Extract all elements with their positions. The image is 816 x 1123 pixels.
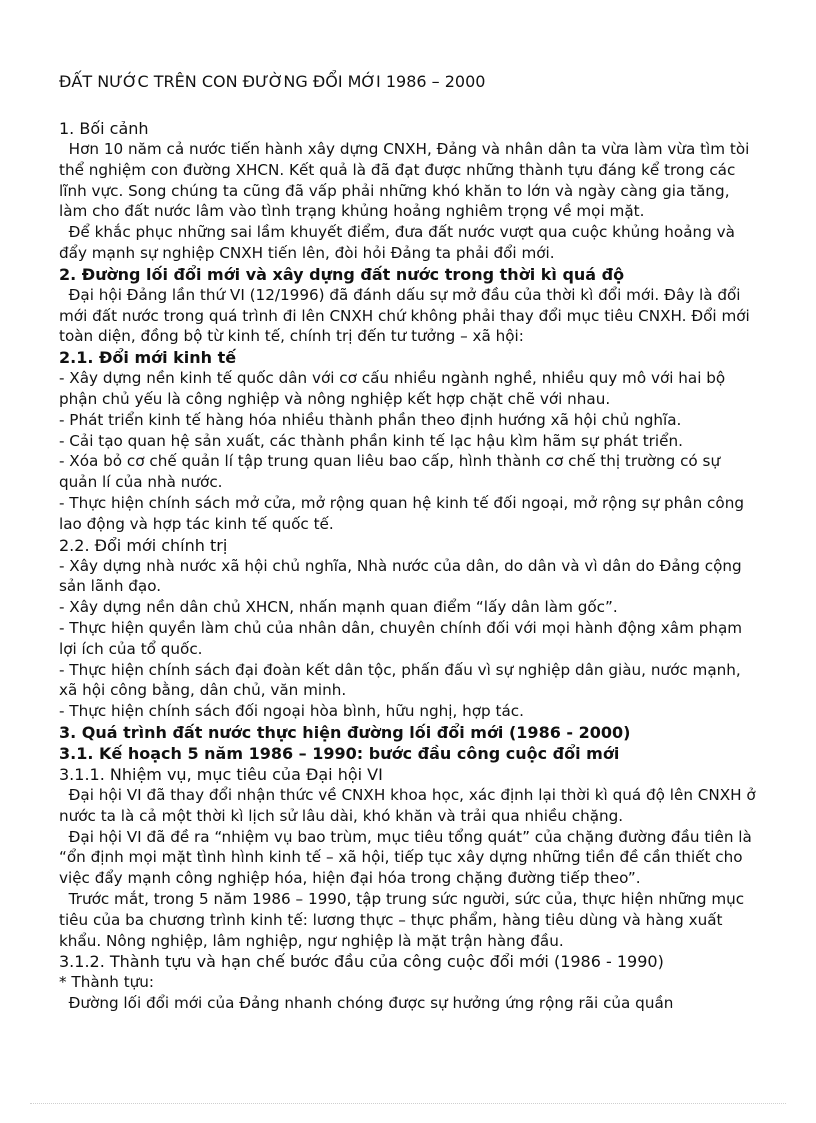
paragraph: Đại hội VI đã thay đổi nhận thức về CNXH khoa học, xác định lại thời kì quá độ lên CNXH ở nước ta là cả một thời kì lịch sử lâu dài, khó khăn và trải qua nhiều chặng. <box>59 785 761 825</box>
section-heading: 3. Quá trình đất nước thực hiện đường lối đổi mới (1986 - 2000) <box>59 722 631 742</box>
paragraph: Đại hội VI đã đề ra “nhiệm vụ bao trùm, mục tiêu tổng quát” của chặng đường đầu tiên là “ổn định mọi mặt tình hình kinh tế – xã hội, tiếp tục xây dựng những tiền đề cần thiết cho việc đẩy mạnh công nghiệp hóa, hiện đại hóa trong chặng đường tiếp theo”. <box>59 827 757 888</box>
paragraph: Để khắc phục những sai lầm khuyết điểm, đưa đất nước vượt qua cuộc khủng hoảng và đẩy mạnh sự nghiệp CNXH tiến lên, đòi hỏi Đảng ta phải đổi mới. <box>59 223 740 262</box>
paragraph: - Phát triển kinh tế hàng hóa nhiều thành phần theo định hướng xã hội chủ nghĩa. <box>59 410 682 429</box>
paragraph: - Xây dựng nền dân chủ XHCN, nhấn mạnh quan điểm “lấy dân làm gốc”. <box>59 598 618 617</box>
paragraph: - Thực hiện chính sách mở cửa, mở rộng quan hệ kinh tế đối ngoại, mở rộng sự phân công lao động và hợp tác kinh tế quốc tế. <box>59 493 749 533</box>
document-blocks <box>59 118 759 1014</box>
section-heading: 2.2. Đổi mới chính trị <box>59 535 228 555</box>
paragraph: Đường lối đổi mới của Đảng nhanh chóng được sự hưởng ứng rộng rãi của quần <box>59 994 674 1013</box>
paragraph: Hơn 10 năm cả nước tiến hành xây dựng CNXH, Đảng và nhân dân ta vừa làm vừa tìm tòi thể nghiệm con đường XHCN. Kết quả là đã đạt được những thành tựu đáng kể trong các lĩnh vực. Song chúng ta cũng đã vấp phải những khó khăn to lớn và ngày càng gia tăng, làm cho đất nước lâm vào tình trạng khủng hoảng nghiêm trọng về mọi mặt. <box>59 140 755 221</box>
document-title: ĐẤT NƯỚC TRÊN CON ĐƯỜNG ĐỔI MỚI 1986 – 2000 <box>59 72 486 91</box>
section-heading: 2. Đường lối đổi mới và xây dựng đất nước trong thời kì quá độ <box>59 264 625 284</box>
section-heading: 1. Bối cảnh <box>59 119 149 138</box>
paragraph: Đại hội Đảng lần thứ VI (12/1996) đã đánh dấu sự mở đầu của thời kì đổi mới. Đây là đổi mới đất nước trong quá trình đi lên CNXH chứ không phải thay đổi mục tiêu CNXH. Đổi mới toàn diện, đồng bộ từ kinh tế, chính trị đến tư tưởng – xã hội: <box>59 285 755 346</box>
paragraph: - Xây dựng nền kinh tế quốc dân với cơ cấu nhiều ngành nghề, nhiều quy mô với hai bộ phận chủ yếu là công nghiệp và nông nghiệp kết hợp chặt chẽ với nhau. <box>59 369 731 408</box>
paragraph: - Thực hiện chính sách đối ngoại hòa bình, hữu nghị, hợp tác. <box>59 702 524 721</box>
paragraph: Trước mắt, trong 5 năm 1986 – 1990, tập trung sức người, sức của, thực hiện những mục tiêu của ba chương trình kinh tế: lương thực – thực phẩm, hàng tiêu dùng và hàng xuất khẩu. Nông nghiệp, lâm nghiệp, ngư nghiệp là mặt trận hàng đầu. <box>59 889 749 950</box>
paragraph: - Thực hiện chính sách đại đoàn kết dân tộc, phấn đấu vì sự nghiệp dân giàu, nước mạnh, xã hội công bằng, dân chủ, văn minh. <box>59 660 746 700</box>
section-heading: 3.1.2. Thành tựu và hạn chế bước đầu của công cuộc đổi mới (1986 - 1990) <box>59 952 664 972</box>
document-body <box>59 68 759 1014</box>
paragraph: - Thực hiện quyền làm chủ của nhân dân, chuyên chính đối với mọi hành động xâm phạm lợi ích của tổ quốc. <box>59 618 747 658</box>
paragraph: - Cải tạo quan hệ sản xuất, các thành phần kinh tế lạc hậu kìm hãm sự phát triển. <box>59 431 683 450</box>
section-heading: 3.1.1. Nhiệm vụ, mục tiêu của Đại hội VI <box>59 764 383 784</box>
page-bottom-rule <box>30 1103 786 1104</box>
section-heading: 3.1. Kế hoạch 5 năm 1986 – 1990: bước đầu công cuộc đổi mới <box>59 743 620 763</box>
section-heading: 2.1. Đổi mới kinh tế <box>59 348 237 368</box>
paragraph: - Xây dựng nhà nước xã hội chủ nghĩa, Nhà nước của dân, do dân và vì dân do Đảng cộng sản lãnh đạo. <box>59 556 747 596</box>
paragraph: - Xóa bỏ cơ chế quản lí tập trung quan liêu bao cấp, hình thành cơ chế thị trường có sự quản lí của nhà nước. <box>59 452 725 492</box>
paragraph: * Thành tựu: <box>59 973 155 992</box>
